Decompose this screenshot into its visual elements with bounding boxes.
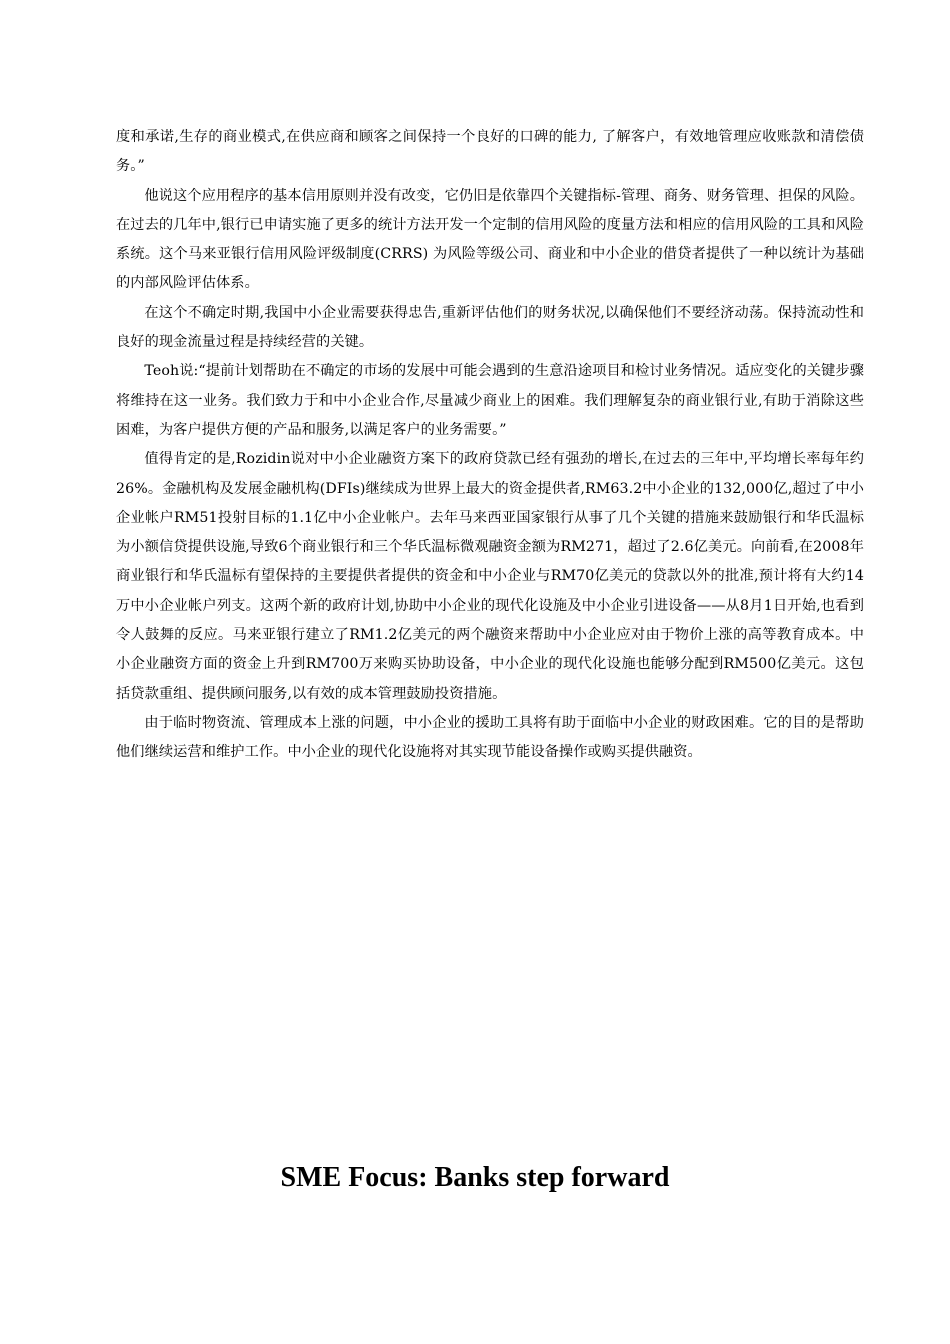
paragraph-6: 由于临时物资流、管理成本上涨的问题，中小企业的援助工具将有助于面临中小企业的财政困难。它的目的是帮助他们继续运营和维护工作。中小企业的现代化设施将对其实现节能设备操作或购买提供融资。 — [116, 714, 864, 761]
paragraph-4: Teoh说:“提前计划帮助在不确定的市场的发展中可能会遇到的生意沿途项目和检讨业务情况。适应变化的关键步骤将维持在这一业务。我们致力于和中小企业合作,尽量减少商业上的困难。我们理解复杂的商业银行业,有助于消除这些困难，为客户提供方便的产品和服务,以满足客户的业务需要。” — [116, 363, 864, 438]
article-body — [116, 123, 864, 768]
paragraph-1: 度和承诺,生存的商业模式,在供应商和顾客之间保持一个良好的口碑的能力, 了解客户，有效地管理应收账款和清偿债务。” — [116, 129, 864, 175]
section-title: SME Focus: Banks step forward — [280, 1162, 670, 1193]
paragraph-5: 值得肯定的是,Rozidin说对中小企业融资方案下的政府贷款已经有强劲的增长,在过去的三年中,平均增长率每年约26%。金融机构及发展金融机构(DFIs)继续成为世界上最大的资金提供者,RM63.2中小企业的132,000亿,超过了中小企业帐户RM51投射目标的1.1亿中小企业帐户。去年马来西亚国家银行从事了几个关键的措施来鼓励银行和华氏温标为小额信贷提供设施,导致6个商业银行和三个华氏温标微观融资金额为RM271，超过了2.6亿美元。向前看,在2008年商业银行和华氏温标有望保持的主要提供者提供的资金和中小企业与RM70亿美元的贷款以外的批准,预计将有大约14万中小企业帐户列支。这两个新的政府计划,协助中小企业的现代化设施及中小企业引进设备——从8月1日开始,也看到令人鼓舞的反应。马来亚银行建立了RM1.2亿美元的两个融资来帮助中小企业应对由于物价上涨的高等教育成本。中小企业融资方面的资金上升到RM700万来购买协助设备，中小企业的现代化设施也能够分配到RM500亿美元。这包括贷款重组、提供顾问服务,以有效的成本管理鼓励投资措施。 — [116, 451, 864, 702]
paragraph-2: 他说这个应用程序的基本信用原则并没有改变，它仍旧是依靠四个关键指标-管理、商务、财务管理、担保的风险。在过去的几年中,银行已申请实施了更多的统计方法开发一个定制的信用风险的度量方法和相应的信用风险的工具和风险系统。这个马来亚银行信用风险评级制度(CRRS) 为风险等级公司、商业和中小企业的借贷者提供了一种以统计为基础的内部风险评估体系。 — [116, 187, 864, 292]
paragraph-3: 在这个不确定时期,我国中小企业需要获得忠告,重新评估他们的财务状况,以确保他们不要经济动荡。保持流动性和良好的现金流量过程是持续经营的关键。 — [116, 304, 864, 351]
